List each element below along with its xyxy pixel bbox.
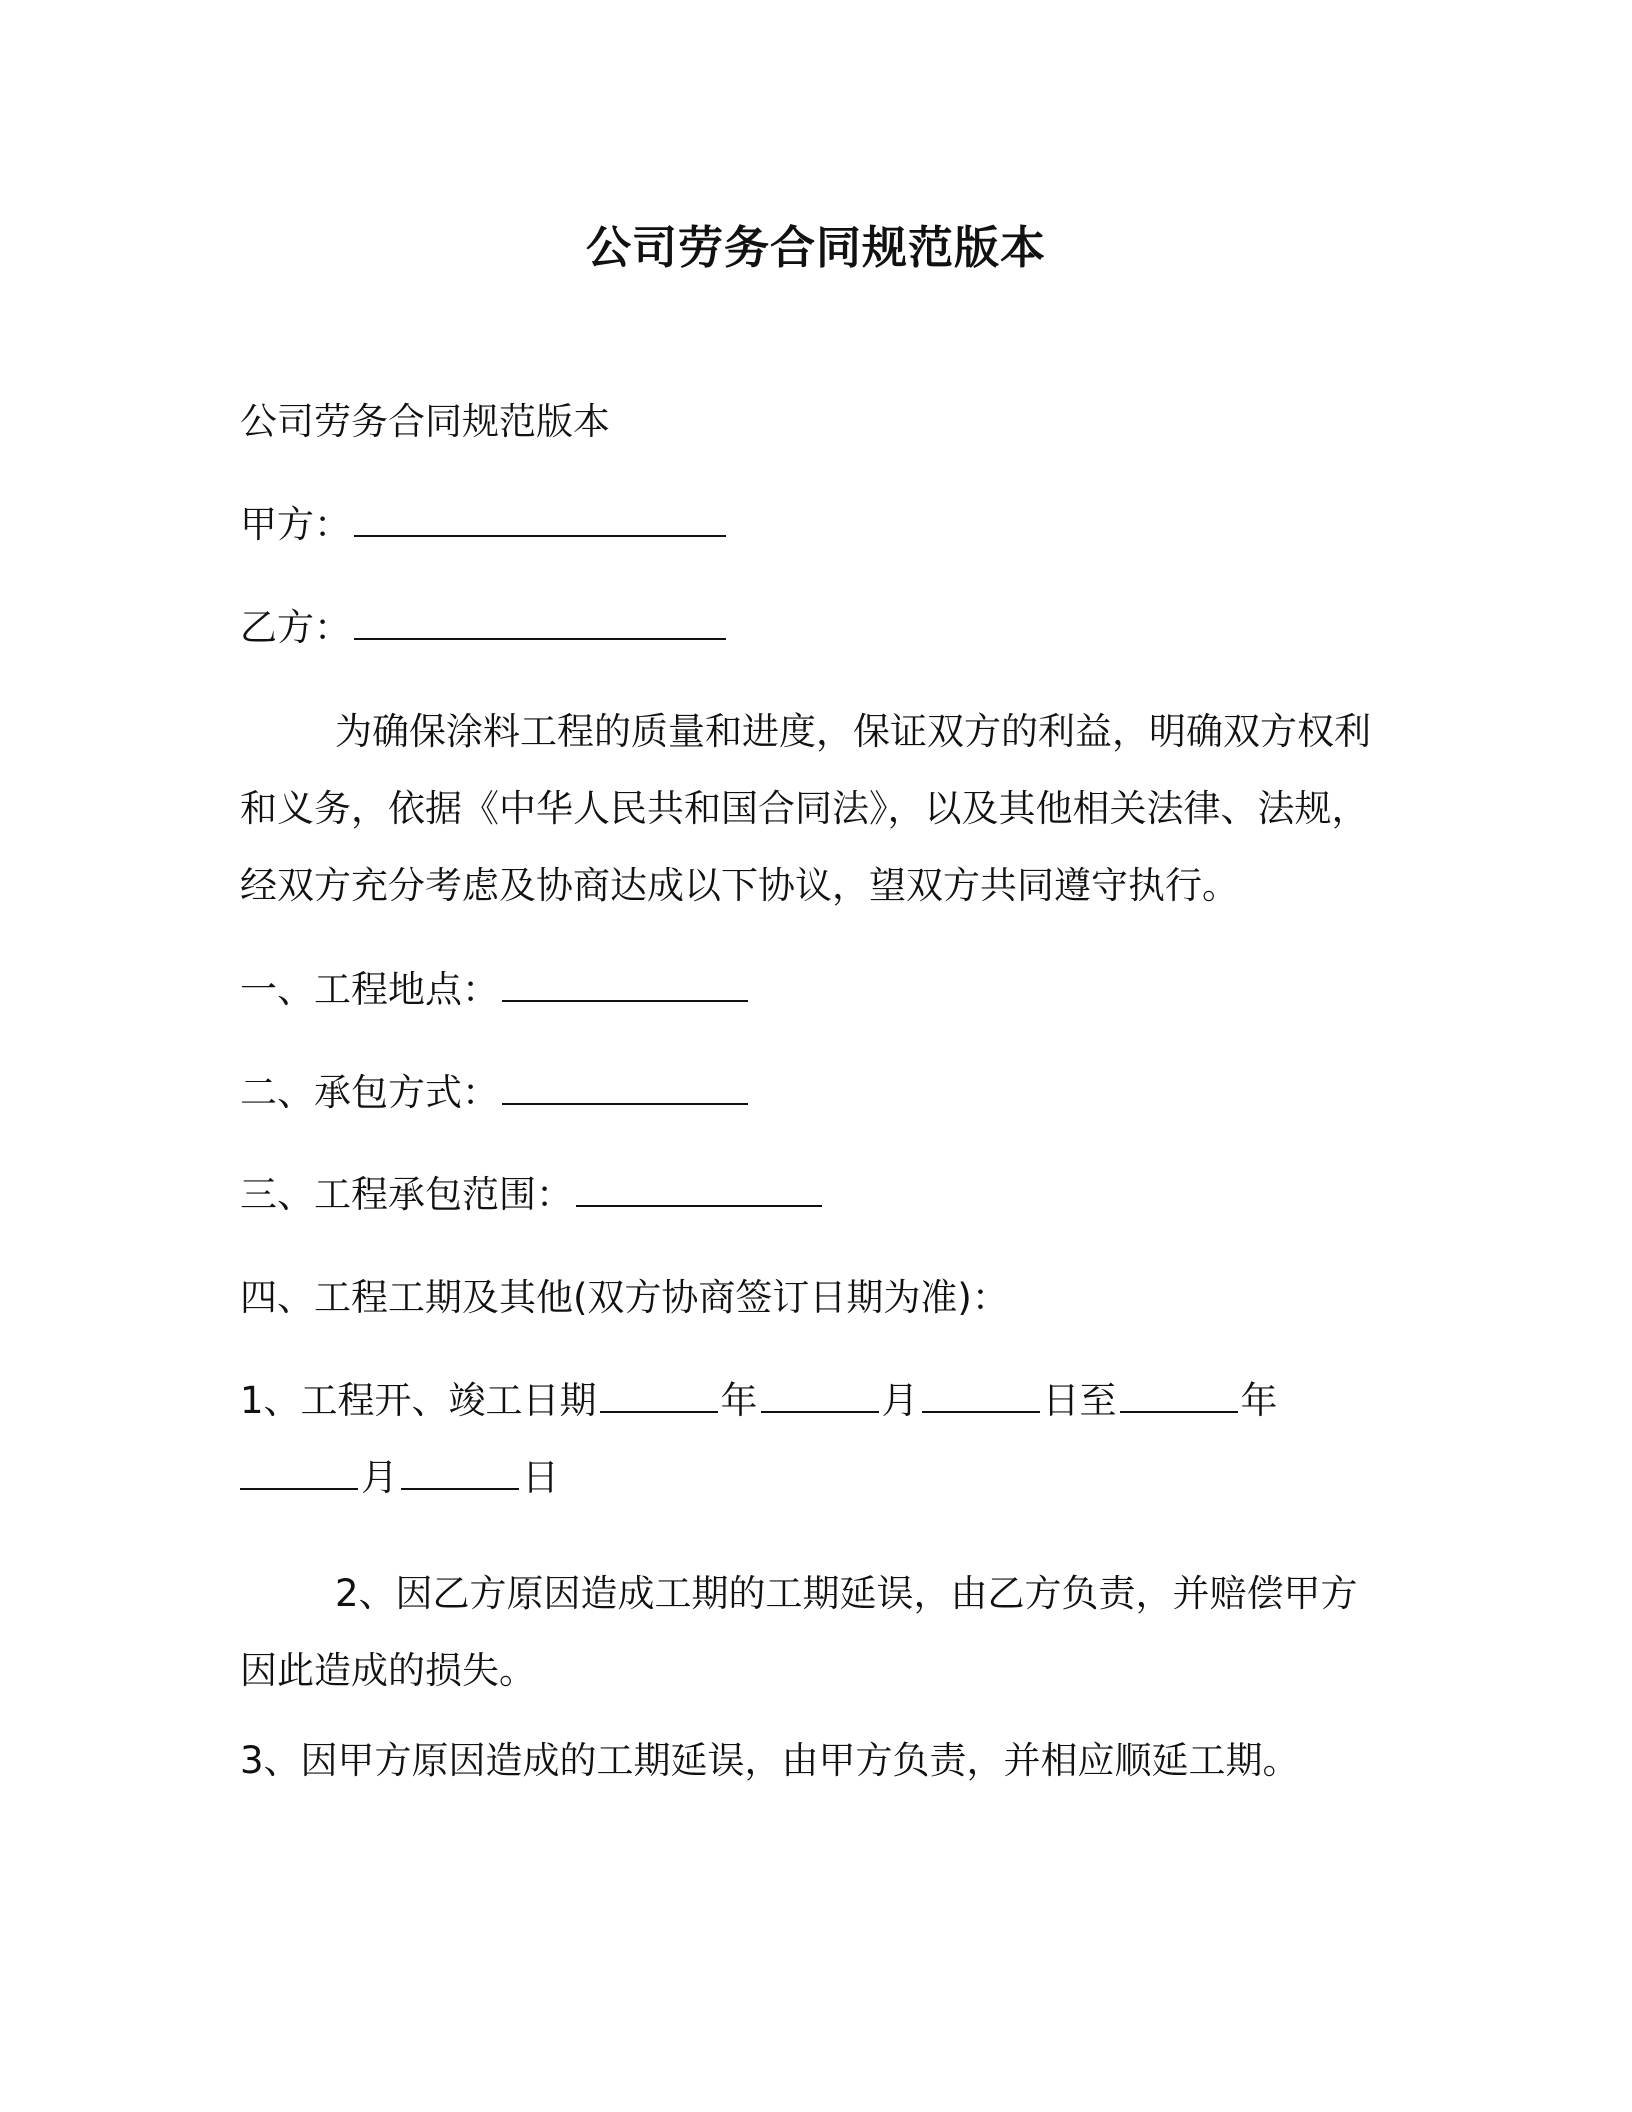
- start-year-blank: [600, 1377, 718, 1413]
- party-a-label: 甲方：: [240, 503, 351, 546]
- party-a-blank: [354, 501, 726, 537]
- item-1-label: 一、工程地点：: [240, 968, 499, 1011]
- clause-1-line-1: [240, 1376, 1278, 1426]
- end-day-label: 日: [522, 1456, 559, 1499]
- start-month-label: 月: [881, 1379, 919, 1422]
- item-2-label: 二、承包方式：: [240, 1071, 499, 1114]
- start-day-to-label: 日至: [1042, 1379, 1117, 1422]
- document-subtitle: 公司劳务合同规范版本: [240, 400, 610, 443]
- end-year-label: 年: [1240, 1379, 1278, 1422]
- clause-3-line: 3、因甲方原因造成的工期延误，由甲方负责，并相应顺延工期。: [240, 1739, 1300, 1782]
- start-month-blank: [761, 1377, 879, 1413]
- start-day-blank: [922, 1377, 1040, 1413]
- document-title: 公司劳务合同规范版本: [585, 221, 1046, 274]
- clause-2-paragraph: 2、因乙方原因造成工期的工期延误，由乙方负责，并赔偿甲方因此造成的损失。: [240, 1572, 1358, 1692]
- item-3-label: 三、工程承包范围：: [240, 1173, 573, 1216]
- item-3-blank: [576, 1171, 822, 1207]
- end-month-label: 月: [361, 1456, 398, 1499]
- clause-1-prefix: 1、工程开、竣工日期: [240, 1379, 597, 1422]
- party-b-label: 乙方：: [240, 606, 351, 649]
- end-year-blank: [1120, 1377, 1238, 1413]
- end-day-blank: [401, 1454, 519, 1490]
- start-year-label: 年: [720, 1379, 758, 1422]
- party-b-line: [240, 603, 729, 653]
- item-1-blank: [502, 966, 748, 1002]
- party-b-blank: [354, 604, 726, 640]
- item-4-line: 四、工程工期及其他(双方协商签订日期为准)：: [240, 1276, 1009, 1319]
- intro-paragraph: 为确保涂料工程的质量和进度，保证双方的利益，明确双方权利和义务，依据《中华人民共和国合同法》，以及其他相关法律、法规，经双方充分考虑及协商达成以下协议，望双方共同遵守执行。: [240, 710, 1371, 907]
- item-2-line: [240, 1068, 751, 1118]
- clause-1-line-2: [240, 1453, 559, 1503]
- end-month-blank: [240, 1454, 358, 1490]
- item-2-blank: [502, 1069, 748, 1105]
- party-a-line: [240, 500, 729, 550]
- item-3-line: [240, 1170, 825, 1220]
- item-1-line: [240, 965, 751, 1015]
